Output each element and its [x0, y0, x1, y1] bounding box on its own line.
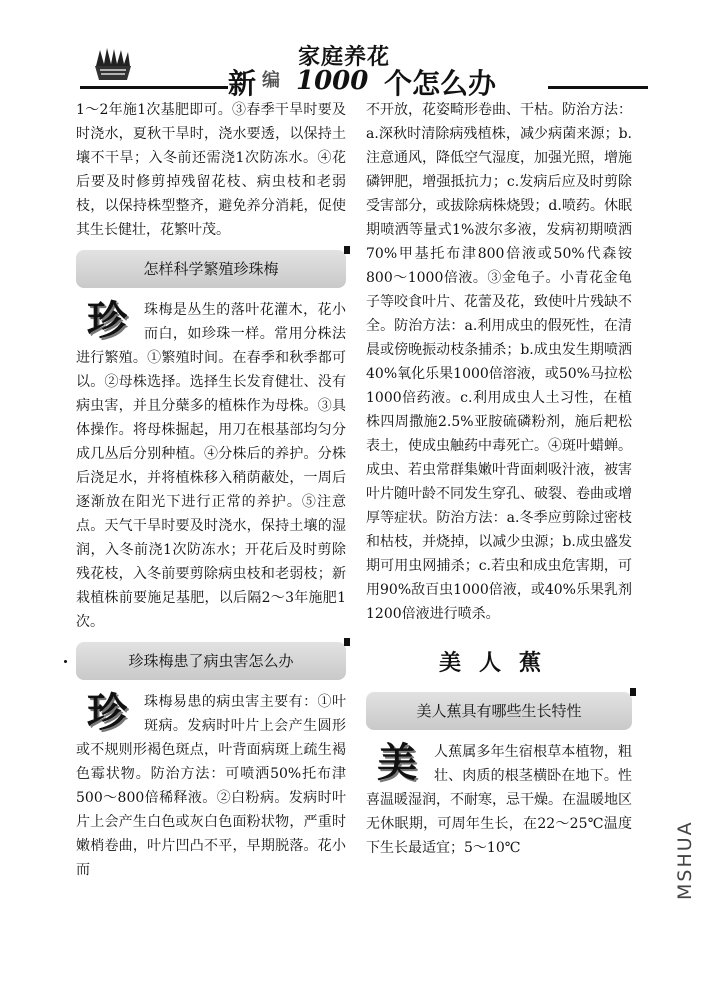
series-title-bian: 编: [262, 70, 280, 91]
header-rule-left: [80, 86, 228, 89]
banner-title: 怎样科学繁殖珍珠梅: [143, 260, 279, 278]
banner-title: 美人蕉具有哪些生长特性: [416, 702, 582, 720]
left-column: [76, 98, 346, 882]
series-title-xin: 新: [228, 67, 257, 100]
section-banner: [76, 642, 346, 680]
series-title-top: 家庭养花: [298, 44, 391, 70]
propagation-text: 珠梅是丛生的落叶花灌木，花小而白，如珍珠一样。常用分株法进行繁殖。①繁殖时间。在春季和秋季都可以。②母株选择。选择生长发育健壮、没有病虫害，并且分蘖多的植株作为母株。③具体操作。将母株掘起，用刀在根基部均匀分成几丛后分别种植。④分株后的养护。分株后浇足水，并将植株移入稍荫蔽处，一周后逐渐放在阳光下进行正常的养护。⑤注意点。天气干旱时要及时浇水，保持土壤的湿润，入冬前浇1次防冻水；开花后及时剪除残花枝，入冬前要剪除病虫枝和老弱枝；新栽植株前要施足基肥，以后隔2～3年施肥1次。: [76, 302, 346, 630]
banner-corner-mark: [344, 246, 350, 254]
banner-corner-mark: [630, 688, 636, 696]
dropcap: 珍: [87, 690, 127, 736]
series-title-number: 1000: [296, 66, 369, 96]
dropcap: 珍: [87, 298, 127, 344]
pest-text: 珠梅易患的病虫害主要有：①叶斑病。发病时叶片上会产生圆形或不规则形褐色斑点，叶背面病斑上疏生褐色霉状物。防治方法：可喷洒50%托布津500～800倍稀释液。②白粉病。发病时叶片上会产生白色或灰白色面粉状物，严重时嫩梢卷曲，叶片凹凸不平，早期脱落。花小而: [76, 694, 346, 878]
propagation-paragraph: [76, 298, 346, 634]
series-title-tail: 个怎么办: [384, 67, 497, 100]
pest-paragraph: [76, 690, 346, 882]
page-header: [0, 0, 708, 100]
flower-pot-icon: [92, 46, 134, 82]
continued-paragraph: 不开放，花姿畸形卷曲、干枯。防治方法：a.深秋时清除病残植株，减少病菌来源；b.注意通风，降低空气湿度，加强光照，增施磷钾肥，增强抵抗力；c.发病后应及时剪除受害部分，或拔除病株烧毁；d.喷药。休眠期喷洒等量式1%波尔多液，发病初期喷洒70%甲基托布津800倍液或50%代森铵800～1000倍液。③金龟子。小青花金龟子等咬食叶片、花蕾及花，致使叶片残缺不全。防治方法：a.利用成虫的假死性，在清晨或傍晚振动枝条捕杀；b.成虫发生期喷洒40%氧化乐果1000倍溶液，或50%马拉松1000倍药液。c.利用成虫人土习性，在植株四周撒施2.5%亚胺硫磷粉剂，施后耙松表土，使成虫触药中毒死亡。④斑叶蜡蝉。成虫、若虫常群集嫩叶背面刺吸汁液，被害叶片随叶龄不同发生穿孔、破裂、卷曲或增厚等症状。防治方法：a.冬季应剪除过密枝和枯枝，并烧掉，以减少虫源；b.成虫盛发期可用虫网捕杀；c.若虫和成虫危害期，可用90%敌百虫1000倍液，或40%乐果乳剂1200倍液进行喷杀。: [366, 102, 632, 622]
canna-paragraph: [366, 740, 632, 860]
canna-text: 人蕉属多年生宿根草本植物，粗壮、肉质的根茎横卧在地下。性喜温暖湿润，不耐寒，忌干燥。在温暖地区无休眠期，可周年生长，在22～25℃温度下生长最适宜；5～10℃: [366, 744, 632, 856]
banner-corner-mark: [344, 638, 350, 646]
header-rule-right: [548, 86, 648, 89]
section-title: 美人蕉: [438, 651, 559, 676]
right-column: [366, 98, 632, 860]
section-banner: [366, 692, 632, 730]
dropcap: 美: [377, 740, 417, 786]
watermark: MSHUA: [674, 820, 696, 900]
intro-paragraph: 1～2年施1次基肥即可。③春季干旱时要及时浇水，夏秋干旱时，浇水要透，以保持土壤不干旱；入冬前还需浇1次防冻水。④花后要及时修剪掉残留花枝、病虫枝和老弱枝，以保持株型整齐，避免养分消耗，促使其生长健壮，花繁叶茂。: [76, 102, 346, 238]
banner-title: 珍珠梅患了病虫害怎么办: [128, 652, 294, 670]
section-banner: [76, 250, 346, 288]
stray-dot: [64, 660, 67, 663]
